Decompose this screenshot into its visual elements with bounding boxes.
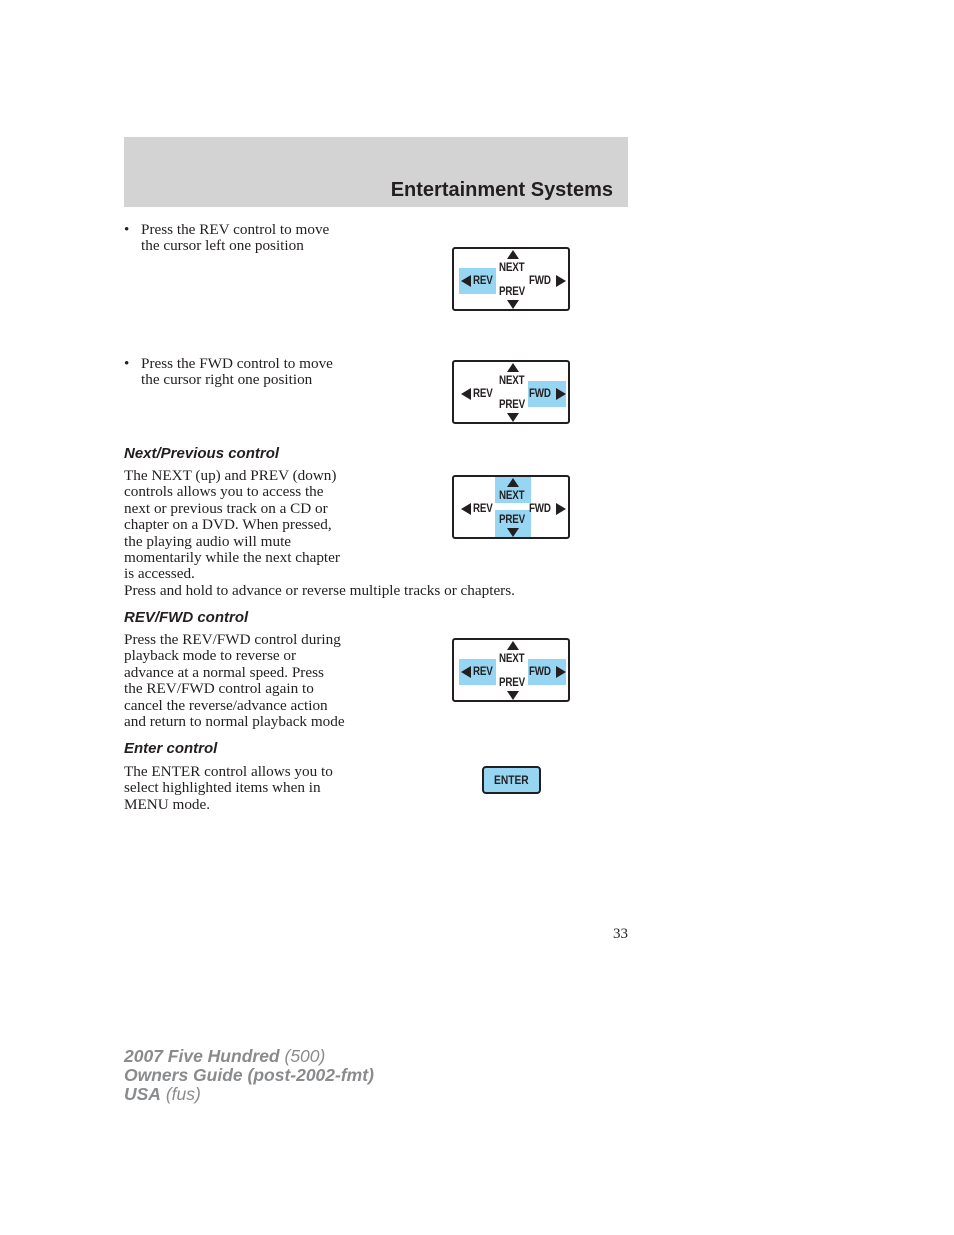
direction-arrows bbox=[454, 477, 568, 537]
bullet-text-line: Press the REV control to move bbox=[141, 221, 330, 238]
bullet-text-line: the cursor left one position bbox=[141, 237, 304, 255]
enter-button-illustration bbox=[482, 766, 541, 794]
enter-description bbox=[124, 764, 404, 813]
pad-label-next: NEXT bbox=[499, 375, 525, 387]
heading-enter: Enter control bbox=[124, 740, 218, 757]
up-arrow-icon bbox=[507, 478, 519, 487]
text-line: chapter on a DVD. When pressed, bbox=[124, 516, 332, 534]
enter-button-label: ENTER bbox=[494, 773, 529, 787]
text-line: and return to normal playback mode bbox=[124, 713, 345, 731]
control-pad-fwd-highlight bbox=[452, 360, 570, 424]
text-line: Press and hold to advance or reverse multiple tracks or chapters. bbox=[124, 581, 515, 599]
text-line: The ENTER control allows you to bbox=[124, 763, 333, 780]
text-line: select highlighted items when in bbox=[124, 779, 321, 797]
control-pad-rev-highlight bbox=[452, 247, 570, 311]
page-number: 33 bbox=[613, 926, 628, 942]
text-line: the playing audio will mute bbox=[124, 532, 292, 550]
section-header-bar bbox=[124, 137, 628, 207]
text-line: the REV/FWD control again to bbox=[124, 680, 314, 698]
right-arrow-icon bbox=[556, 666, 566, 678]
footer-market: USA bbox=[124, 1084, 161, 1104]
pad-label-fwd: FWD bbox=[529, 275, 551, 287]
pad-label-rev: REV bbox=[473, 503, 493, 515]
footer-model-code: (500) bbox=[279, 1046, 326, 1066]
pad-label-prev: PREV bbox=[499, 399, 525, 411]
control-pad-rev-fwd-highlight bbox=[452, 638, 570, 702]
text-line: Press the REV/FWD control during bbox=[124, 631, 341, 648]
right-arrow-icon bbox=[556, 388, 566, 400]
text-line: momentarily while the next chapter bbox=[124, 549, 340, 567]
direction-arrows bbox=[454, 362, 568, 422]
bullet-text-line: the cursor right one position bbox=[141, 371, 313, 389]
rev-fwd-description bbox=[124, 632, 414, 730]
pad-label-next: NEXT bbox=[499, 653, 525, 665]
heading-rev-fwd: REV/FWD control bbox=[124, 609, 249, 626]
heading-next-previous: Next/Previous control bbox=[124, 445, 280, 462]
pad-label-rev: REV bbox=[473, 666, 493, 678]
pad-label-rev: REV bbox=[473, 388, 493, 400]
down-arrow-icon bbox=[507, 691, 519, 700]
left-arrow-icon bbox=[461, 503, 471, 515]
pad-label-next: NEXT bbox=[499, 490, 525, 502]
section-title: Entertainment Systems bbox=[390, 179, 613, 201]
pad-label-prev: PREV bbox=[499, 286, 525, 298]
right-arrow-icon bbox=[556, 275, 566, 287]
left-arrow-icon bbox=[461, 388, 471, 400]
up-arrow-icon bbox=[507, 250, 519, 259]
control-pad-next-prev-highlight bbox=[452, 475, 570, 539]
left-arrow-icon bbox=[461, 666, 471, 678]
left-arrow-icon bbox=[461, 275, 471, 287]
footer-model: 2007 Five Hundred bbox=[124, 1046, 280, 1066]
down-arrow-icon bbox=[507, 528, 519, 537]
right-arrow-icon bbox=[556, 503, 566, 515]
footer-market-code: (fus) bbox=[160, 1084, 201, 1104]
bullet-text-line: Press the FWD control to move bbox=[141, 355, 333, 372]
text-line: is accessed. bbox=[124, 565, 195, 583]
text-line: next or previous track on a CD or bbox=[124, 499, 328, 517]
next-prev-description bbox=[124, 467, 515, 599]
footer-guide: Owners Guide (post-2002-fmt) bbox=[124, 1065, 374, 1085]
up-arrow-icon bbox=[507, 363, 519, 372]
text-line: advance at a normal speed. Press bbox=[124, 663, 324, 681]
pad-label-fwd: FWD bbox=[529, 666, 551, 678]
down-arrow-icon bbox=[507, 300, 519, 309]
text-line: controls allows you to access the bbox=[124, 483, 324, 501]
direction-arrows bbox=[454, 640, 568, 700]
bullet-marker: • bbox=[124, 221, 130, 238]
bullet-marker: • bbox=[124, 355, 130, 372]
document-footer bbox=[124, 1047, 374, 1104]
text-line: cancel the reverse/advance action bbox=[124, 696, 328, 714]
pad-label-next: NEXT bbox=[499, 262, 525, 274]
text-line: playback mode to reverse or bbox=[124, 647, 297, 665]
pad-label-prev: PREV bbox=[499, 677, 525, 689]
pad-label-rev: REV bbox=[473, 275, 493, 287]
up-arrow-icon bbox=[507, 641, 519, 650]
down-arrow-icon bbox=[507, 413, 519, 422]
text-line: The NEXT (up) and PREV (down) bbox=[124, 467, 337, 484]
pad-label-fwd: FWD bbox=[529, 388, 551, 400]
text-line: MENU mode. bbox=[124, 795, 211, 813]
pad-label-fwd: FWD bbox=[529, 503, 551, 515]
pad-label-prev: PREV bbox=[499, 514, 525, 526]
direction-arrows bbox=[454, 249, 568, 309]
